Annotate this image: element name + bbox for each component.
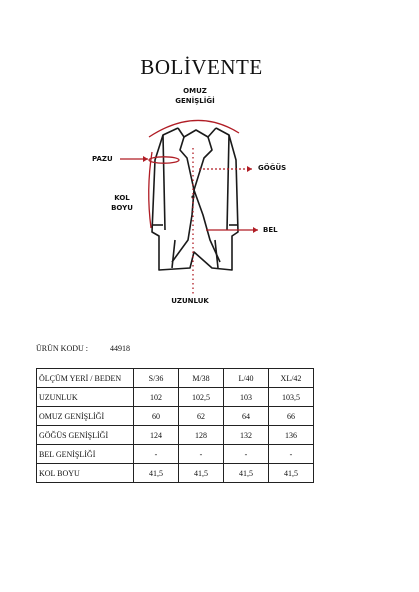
arrow-icon xyxy=(143,156,148,162)
table-cell: 60 xyxy=(134,407,179,426)
table-header: ÖLÇÜM YERİ / BEDEN xyxy=(37,369,134,388)
table-cell: - xyxy=(269,445,314,464)
table-row xyxy=(37,426,314,445)
table-cell: 103 xyxy=(224,388,269,407)
table-cell: 103,5 xyxy=(269,388,314,407)
table-cell: KOL BOYU xyxy=(37,464,134,483)
table-cell: - xyxy=(134,445,179,464)
table-row xyxy=(37,388,314,407)
table-cell: - xyxy=(179,445,224,464)
shoulder-label-line1: OMUZ xyxy=(183,87,207,95)
table-row xyxy=(37,445,314,464)
shoulder-label-line2: GENİŞLİĞİ xyxy=(175,97,215,105)
table-cell: 64 xyxy=(224,407,269,426)
shoulder-label xyxy=(150,86,240,106)
product-code-value: 44918 xyxy=(110,344,130,353)
table-cell: 128 xyxy=(179,426,224,445)
table-header-row xyxy=(37,369,314,388)
brand-logo: BOLİVENTE xyxy=(140,55,263,79)
table-cell: BEL GENİŞLİĞİ xyxy=(37,445,134,464)
sleeve-label xyxy=(104,193,140,213)
table-cell: 41,5 xyxy=(224,464,269,483)
arrow-icon xyxy=(253,227,258,233)
chest-label: GÖĞÜS xyxy=(258,164,287,172)
arrow-icon xyxy=(247,166,252,172)
sleeve-arc xyxy=(149,152,152,228)
table-header: XL/42 xyxy=(269,369,314,388)
waist-label: BEL xyxy=(263,226,278,234)
table-cell: 102 xyxy=(134,388,179,407)
table-header: S/36 xyxy=(134,369,179,388)
table-cell: 41,5 xyxy=(134,464,179,483)
table-header: M/38 xyxy=(179,369,224,388)
sleeve-label-line2: BOYU xyxy=(111,204,133,212)
table-cell: 124 xyxy=(134,426,179,445)
size-table xyxy=(36,368,314,483)
product-code-label: ÜRÜN KODU : xyxy=(36,344,88,353)
product-code xyxy=(36,344,130,353)
table-cell: 62 xyxy=(179,407,224,426)
table-cell: 136 xyxy=(269,426,314,445)
sleeve-label-line1: KOL xyxy=(114,194,130,202)
table-cell: OMUZ GENİŞLİĞİ xyxy=(37,407,134,426)
table-row xyxy=(37,464,314,483)
table-cell: GÖĞÜS GENİŞLİĞİ xyxy=(37,426,134,445)
length-label: UZUNLUK xyxy=(171,297,209,305)
table-header: L/40 xyxy=(224,369,269,388)
table-cell: 66 xyxy=(269,407,314,426)
table-row xyxy=(37,407,314,426)
table-cell: 41,5 xyxy=(269,464,314,483)
table-cell: - xyxy=(224,445,269,464)
table-cell: 132 xyxy=(224,426,269,445)
table-cell: 41,5 xyxy=(179,464,224,483)
bicep-label: PAZU xyxy=(92,155,113,163)
table-cell: 102,5 xyxy=(179,388,224,407)
coat-illustration xyxy=(152,128,238,270)
table-cell: UZUNLUK xyxy=(37,388,134,407)
